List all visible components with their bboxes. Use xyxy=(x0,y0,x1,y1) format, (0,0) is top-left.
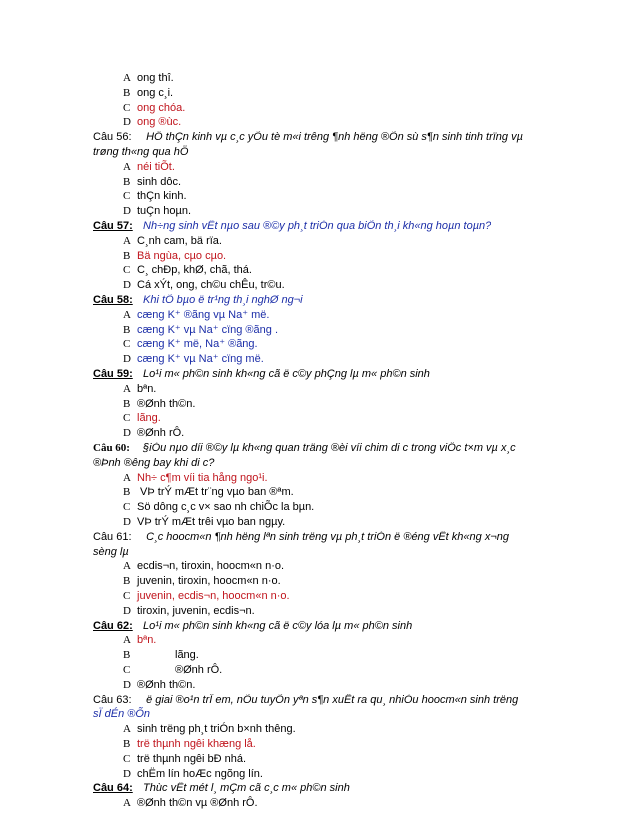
option-text: cæng K⁺ ®ãng vµ Na⁺ më. xyxy=(137,308,270,321)
option-letter: A xyxy=(123,560,131,573)
option-text: ®Ønh rÔ. xyxy=(137,427,185,440)
option-text: ®Ønh th©n vµ ®Ønh rÔ. xyxy=(137,797,258,810)
option-letter: B xyxy=(123,486,131,499)
option-letter: B xyxy=(123,249,131,262)
option-text: juvenin, tiroxin, hoocm«n n·o. xyxy=(137,575,281,588)
option-letter: D xyxy=(123,205,131,218)
option-letter: B xyxy=(123,86,131,99)
option-text: cæng K⁺ më, Na⁺ ®ãng. xyxy=(137,338,258,351)
option-text: ®Ønh th©n. xyxy=(137,397,196,410)
option-letter: B xyxy=(123,323,131,336)
question-text: §iÒu nµo díi ®©y lµ kh«ng quan träng ®èi víi chim di c trong viÖc t×m vµ x¸c xyxy=(140,442,516,454)
option-text: lãng. xyxy=(137,412,161,425)
question-text: ®Þnh ®êng bay khi di c? xyxy=(93,456,215,469)
option-text: lãng. xyxy=(175,649,199,662)
question-text: Thùc vËt mét l¸ mÇm cã c¸c m« ph©n sinh xyxy=(140,782,350,795)
option-text: chËm lín hoÆc ngõng lín. xyxy=(137,767,263,780)
option-text: ong thî. xyxy=(137,72,174,84)
question-number: Câu 56: xyxy=(93,131,132,144)
option-letter: B xyxy=(123,175,131,188)
option-letter: B xyxy=(123,738,131,750)
option-letter: B xyxy=(123,397,131,410)
option-letter: D xyxy=(123,516,131,528)
option-letter: C xyxy=(123,590,131,602)
option-letter: C xyxy=(123,101,131,114)
option-letter: A xyxy=(123,382,131,395)
option-text: C¸nh cam, bä rïa. xyxy=(137,234,222,247)
option-text: sinh dôc. xyxy=(137,175,182,188)
option-text: Cá xÝt, ong, ch©u chÊu, tr©u. xyxy=(137,279,285,292)
question-text: C¸c hoocm«n ¶nh hëng lªn sinh trëng vµ ph¸t triÓn ë ®éng vËt kh«ng x¬ng xyxy=(140,530,509,543)
option-text: thÇn kinh. xyxy=(137,190,187,203)
option-letter: A xyxy=(123,634,131,647)
question-number: Câu 63: xyxy=(93,693,132,706)
option-text: cæng K⁺ vµ Na⁺ cïng ®ãng . xyxy=(137,323,279,336)
option-letter: D xyxy=(123,116,131,129)
option-text: tuÇn hoµn. xyxy=(137,205,192,218)
question-number: Câu 61: xyxy=(93,530,132,543)
option-text: VÞ trÝ mÆt trêi vµo ban ngµy. xyxy=(137,516,286,528)
question-text: sèng lµ xyxy=(93,545,129,558)
option-text: ong c¸i. xyxy=(137,86,174,99)
question-text: Khi tÕ bµo ë tr¹ng th¸i nghØ ng¬i xyxy=(140,294,303,306)
option-text: juvenin, ecdis¬n, hoocm«n n·o. xyxy=(137,590,290,602)
option-letter: D xyxy=(123,427,131,440)
option-text: bªn. xyxy=(137,382,157,395)
option-text: Sö dông c¸c v× sao nh chiÕc la bµn. xyxy=(137,501,315,514)
option-text: trë thµnh ngêi khæng lå. xyxy=(137,738,256,750)
option-text: Bä ngùa, cµo cµo. xyxy=(137,249,227,262)
question-text: trøng th«ng qua hÖ xyxy=(93,146,189,158)
question-number: Câu 59: xyxy=(93,368,133,380)
question-number: Câu 62: xyxy=(93,619,133,632)
option-text: ®Ønh rÔ. xyxy=(175,664,223,676)
option-letter: A xyxy=(123,160,131,173)
option-letter: D xyxy=(123,767,131,780)
option-letter: D xyxy=(123,279,131,292)
option-text: Nh÷ c¶m víi tia hång ngo¹i. xyxy=(137,471,268,484)
question-number: Câu 64: xyxy=(93,782,133,795)
option-letter: D xyxy=(123,678,131,691)
option-text: C¸ chÐp, khØ, chã, thá. xyxy=(137,264,252,277)
question-text: Lo¹i m« ph©n sinh kh«ng cã ë c©y lóa lµ m« ph©n sinh xyxy=(140,619,413,632)
option-letter: D xyxy=(123,353,131,366)
question-number: Câu 58: xyxy=(93,294,133,306)
option-text: VÞ trÝ mÆt tr¨ng vµo ban ®ªm. xyxy=(137,486,294,499)
option-text: trë thµnh ngêi bÐ nhá. xyxy=(137,752,247,765)
option-text: ong chóa. xyxy=(137,101,186,114)
question-text: ë giai ®o¹n trÎ em, nÕu tuyÕn yªn s¶n xuÊt ra qu¸ nhiÒu hoocm«n sinh trëng xyxy=(140,693,519,706)
option-letter: C xyxy=(123,190,131,203)
option-text: tiroxin, juvenin, ecdis¬n. xyxy=(137,604,255,617)
option-text: sinh trëng ph¸t triÓn b×nh thêng. xyxy=(137,723,296,736)
option-letter: B xyxy=(123,575,131,588)
option-letter: A xyxy=(123,72,131,84)
question-text: Lo¹i m« ph©n sinh kh«ng cã ë c©y phÇng lµ m« ph©n sinh xyxy=(140,368,430,380)
option-letter: A xyxy=(123,471,131,484)
option-text: néi tiÕt. xyxy=(137,160,175,173)
question-number: Câu 60: xyxy=(93,442,130,454)
option-text: bªn. xyxy=(137,634,157,647)
option-letter: A xyxy=(123,308,131,321)
option-letter: A xyxy=(123,234,131,247)
option-letter: C xyxy=(123,664,131,676)
option-letter: C xyxy=(123,752,131,765)
question-text: sÏ dÉn ®Õn xyxy=(93,708,151,721)
option-text: ®Ønh th©n. xyxy=(137,678,196,691)
option-letter: C xyxy=(123,412,131,425)
question-text: HÖ thÇn kinh vµ c¸c yÕu tè m«i trêng ¶nh hëng ®Õn sù s¶n sinh tinh trïng vµ xyxy=(140,131,523,144)
option-letter: B xyxy=(123,649,131,662)
option-text: ong ®ùc. xyxy=(137,116,182,129)
question-text: Nh÷ng sinh vËt nµo sau ®©y ph¸t triÓn qua biÕn th¸i kh«ng hoµn toµn? xyxy=(140,220,492,232)
option-letter: C xyxy=(123,264,131,277)
option-letter: D xyxy=(123,604,131,617)
option-text: ecdis¬n, tiroxin, hoocm«n n·o. xyxy=(137,560,285,573)
option-letter: A xyxy=(123,797,131,810)
option-letter: C xyxy=(123,501,131,514)
option-letter: C xyxy=(123,338,131,351)
option-letter: A xyxy=(123,723,131,736)
option-text: cæng K⁺ vµ Na⁺ cïng më. xyxy=(137,353,264,366)
question-number: Câu 57: xyxy=(93,220,133,232)
